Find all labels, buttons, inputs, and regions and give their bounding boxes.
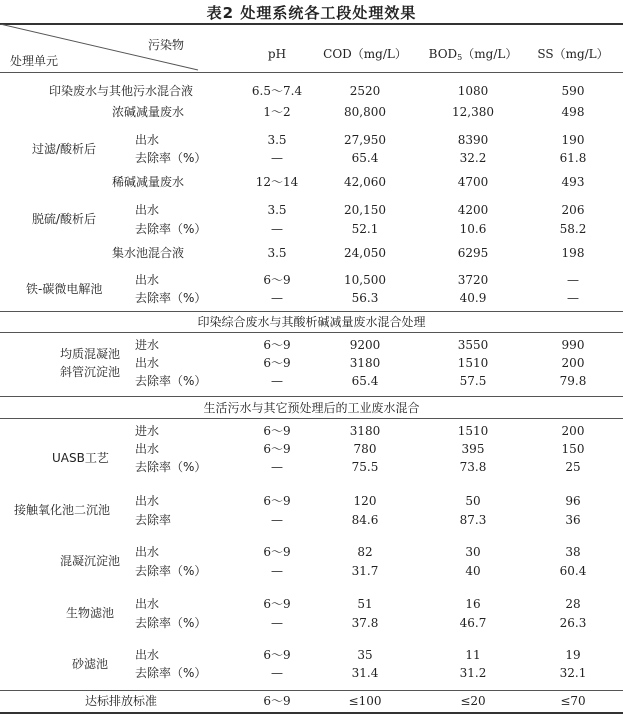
row-sub-label: 出水 — [135, 203, 160, 217]
row-unit-label: UASB工艺 — [52, 451, 109, 465]
row-sub-label: 出水 — [135, 494, 160, 508]
cell-bod: ≤20 — [460, 694, 486, 708]
cell-cod: 120 — [353, 494, 377, 508]
row-sub-label: 出水 — [135, 648, 160, 662]
cell-cod: 51 — [357, 597, 373, 611]
cell-cod: 84.6 — [351, 513, 379, 527]
row-unit-label: 过滤/酸析后 — [32, 142, 97, 156]
row-unit-label: 斜管沉淀池 — [60, 365, 121, 379]
cell-cod: 75.5 — [351, 460, 379, 474]
row-unit-label: 均质混凝池 — [60, 347, 121, 361]
row-unit-label: 生物滤池 — [66, 606, 115, 620]
cell-ph: — — [271, 151, 283, 165]
standard-rule — [0, 690, 623, 691]
bottom-rule — [0, 712, 623, 714]
cell-cod: 2520 — [349, 84, 381, 98]
cell-ph: — — [271, 291, 283, 305]
section-2-start-rule — [0, 332, 623, 333]
cell-ph: 6～9 — [263, 424, 291, 438]
row-unit-label: 浓碱减量废水 — [111, 105, 185, 119]
cell-bod: 4200 — [457, 203, 489, 217]
row-sub-label: 进水 — [135, 424, 160, 438]
row-sub-label: 出水 — [135, 356, 160, 370]
cell-ss: 25 — [565, 460, 581, 474]
cell-bod: 1080 — [457, 84, 489, 98]
cell-ph: 6～9 — [263, 648, 291, 662]
cell-ph: 6～9 — [263, 273, 291, 287]
cell-ss: 36 — [565, 513, 581, 527]
cell-bod: 31.2 — [459, 666, 487, 680]
cell-bod: 30 — [465, 545, 481, 559]
cell-cod: 3180 — [349, 356, 381, 370]
cell-ph: 3.5 — [267, 203, 287, 217]
cell-ss: 200 — [561, 424, 585, 438]
header-cod: COD（mg/L） — [323, 47, 407, 61]
cell-bod: 16 — [465, 597, 481, 611]
cell-ss: 493 — [561, 175, 585, 189]
cell-cod: ≤100 — [348, 694, 382, 708]
cell-bod: 1510 — [457, 356, 489, 370]
row-unit-label: 铁-碳微电解池 — [26, 282, 103, 296]
cell-ss: 590 — [561, 84, 585, 98]
cell-ph: 6～9 — [263, 545, 291, 559]
header-ph: pH — [267, 47, 287, 61]
row-sub-label: 去除率（%） — [135, 222, 207, 236]
cell-cod: 20,150 — [344, 203, 386, 217]
cell-ph: — — [271, 222, 283, 236]
cell-ss: 190 — [561, 133, 585, 147]
section-title-domestic-mix: 生活污水与其它预处理后的工业废水混合 — [203, 401, 420, 415]
row-unit-label: 达标排放标准 — [84, 694, 158, 708]
cell-ph: 1～2 — [263, 105, 291, 119]
header-unit-label: 处理单元 — [10, 54, 59, 68]
row-sub-label: 进水 — [135, 338, 160, 352]
cell-ph: — — [271, 616, 283, 630]
cell-ss: 498 — [561, 105, 585, 119]
cell-bod: 6295 — [457, 246, 489, 260]
row-unit-label: 脱硫/酸析后 — [32, 212, 97, 226]
cell-bod: 50 — [465, 494, 481, 508]
cell-ph: — — [271, 666, 283, 680]
cell-ss: 38 — [565, 545, 581, 559]
cell-cod: 31.7 — [351, 564, 379, 578]
cell-cod: 3180 — [349, 424, 381, 438]
cell-cod: 65.4 — [351, 374, 379, 388]
cell-bod: 32.2 — [459, 151, 487, 165]
row-unit-label: 砂滤池 — [72, 657, 109, 671]
section-3-start-rule — [0, 418, 623, 419]
cell-ss: 19 — [565, 648, 581, 662]
cell-cod: 65.4 — [351, 151, 379, 165]
row-sub-label: 去除率（%） — [135, 151, 207, 165]
table-title: 表2 处理系统各工段处理效果 — [206, 4, 417, 22]
cell-ph: — — [271, 564, 283, 578]
cell-ss: — — [567, 273, 579, 287]
cell-ph: 6～9 — [263, 694, 291, 708]
header-ss: SS（mg/L） — [537, 47, 609, 61]
cell-ss: 198 — [561, 246, 585, 260]
cell-cod: 10,500 — [344, 273, 386, 287]
row-sub-label: 去除率（%） — [135, 666, 207, 680]
cell-cod: 27,950 — [344, 133, 386, 147]
cell-ss: 990 — [561, 338, 585, 352]
cell-ss: 150 — [561, 442, 585, 456]
cell-bod: 8390 — [457, 133, 489, 147]
cell-cod: 56.3 — [351, 291, 379, 305]
cell-cod: 82 — [357, 545, 373, 559]
cell-ph: 6～9 — [263, 338, 291, 352]
cell-ph: 3.5 — [267, 246, 287, 260]
cell-ph: — — [271, 513, 283, 527]
section-title-mixed-alkali: 印染综合废水与其酸析碱减量废水混合处理 — [197, 315, 426, 329]
row-unit-label: 接触氧化池二沉池 — [14, 503, 111, 517]
cell-bod: 46.7 — [459, 616, 487, 630]
header-bod: $BOD_5(mg/L)$ — [428, 47, 518, 62]
cell-bod: 87.3 — [459, 513, 487, 527]
cell-bod: 73.8 — [459, 460, 487, 474]
cell-bod: 4700 — [457, 175, 489, 189]
cell-ph: 6～9 — [263, 597, 291, 611]
cell-ph: — — [271, 374, 283, 388]
cell-ss: 61.8 — [559, 151, 587, 165]
cell-cod: 24,050 — [344, 246, 386, 260]
row-sub-label: 出水 — [135, 442, 160, 456]
section-1-end-rule — [0, 311, 623, 312]
cell-cod: 31.4 — [351, 666, 379, 680]
cell-bod: 1510 — [457, 424, 489, 438]
row-unit-label: 稀碱减量废水 — [111, 175, 185, 189]
row-sub-label: 出水 — [135, 133, 160, 147]
cell-ss: 96 — [565, 494, 581, 508]
cell-ph: 6～9 — [263, 356, 291, 370]
row-sub-label: 去除率 — [135, 513, 172, 527]
cell-ss: 206 — [561, 203, 585, 217]
section-2-end-rule — [0, 396, 623, 397]
cell-ss: 200 — [561, 356, 585, 370]
cell-bod: 40 — [465, 564, 481, 578]
cell-ss: 79.8 — [559, 374, 587, 388]
row-sub-label: 去除率（%） — [135, 291, 207, 305]
cell-ph: — — [271, 460, 283, 474]
cell-cod: 35 — [357, 648, 373, 662]
cell-ph: 6～9 — [263, 494, 291, 508]
row-unit-label: 集水池混合液 — [111, 246, 185, 260]
cell-ss: 32.1 — [559, 666, 587, 680]
row-sub-label: 出水 — [135, 545, 160, 559]
row-sub-label: 出水 — [135, 597, 160, 611]
cell-ph: 6～9 — [263, 442, 291, 456]
row-unit-label: 混凝沉淀池 — [60, 554, 121, 568]
row-sub-label: 去除率（%） — [135, 374, 207, 388]
cell-ph: 3.5 — [267, 133, 287, 147]
header-rule — [0, 72, 623, 73]
row-sub-label: 去除率（%） — [135, 616, 207, 630]
cell-bod: 395 — [461, 442, 485, 456]
cell-bod: 40.9 — [459, 291, 487, 305]
cell-ss: 28 — [565, 597, 581, 611]
cell-cod: 42,060 — [344, 175, 386, 189]
cell-bod: 12,380 — [452, 105, 494, 119]
row-unit-label: 印染废水与其他污水混合液 — [48, 84, 194, 98]
cell-cod: 780 — [353, 442, 377, 456]
cell-bod: 57.5 — [459, 374, 487, 388]
cell-ss: 60.4 — [559, 564, 587, 578]
cell-ss: 58.2 — [559, 222, 587, 236]
cell-cod: 37.8 — [351, 616, 379, 630]
cell-bod: 3720 — [457, 273, 489, 287]
cell-cod: 52.1 — [351, 222, 379, 236]
cell-bod: 3550 — [457, 338, 489, 352]
row-sub-label: 去除率（%） — [135, 460, 207, 474]
cell-ss: ≤70 — [560, 694, 586, 708]
cell-cod: 9200 — [349, 338, 381, 352]
cell-ph: 6.5～7.4 — [251, 84, 303, 98]
header-pollutant-label: 污染物 — [148, 38, 185, 52]
cell-cod: 80,800 — [344, 105, 386, 119]
cell-ph: 12～14 — [255, 175, 299, 189]
row-sub-label: 出水 — [135, 273, 160, 287]
cell-ss: — — [567, 291, 579, 305]
cell-ss: 26.3 — [559, 616, 587, 630]
cell-bod: 11 — [465, 648, 481, 662]
row-sub-label: 去除率（%） — [135, 564, 207, 578]
cell-bod: 10.6 — [459, 222, 487, 236]
